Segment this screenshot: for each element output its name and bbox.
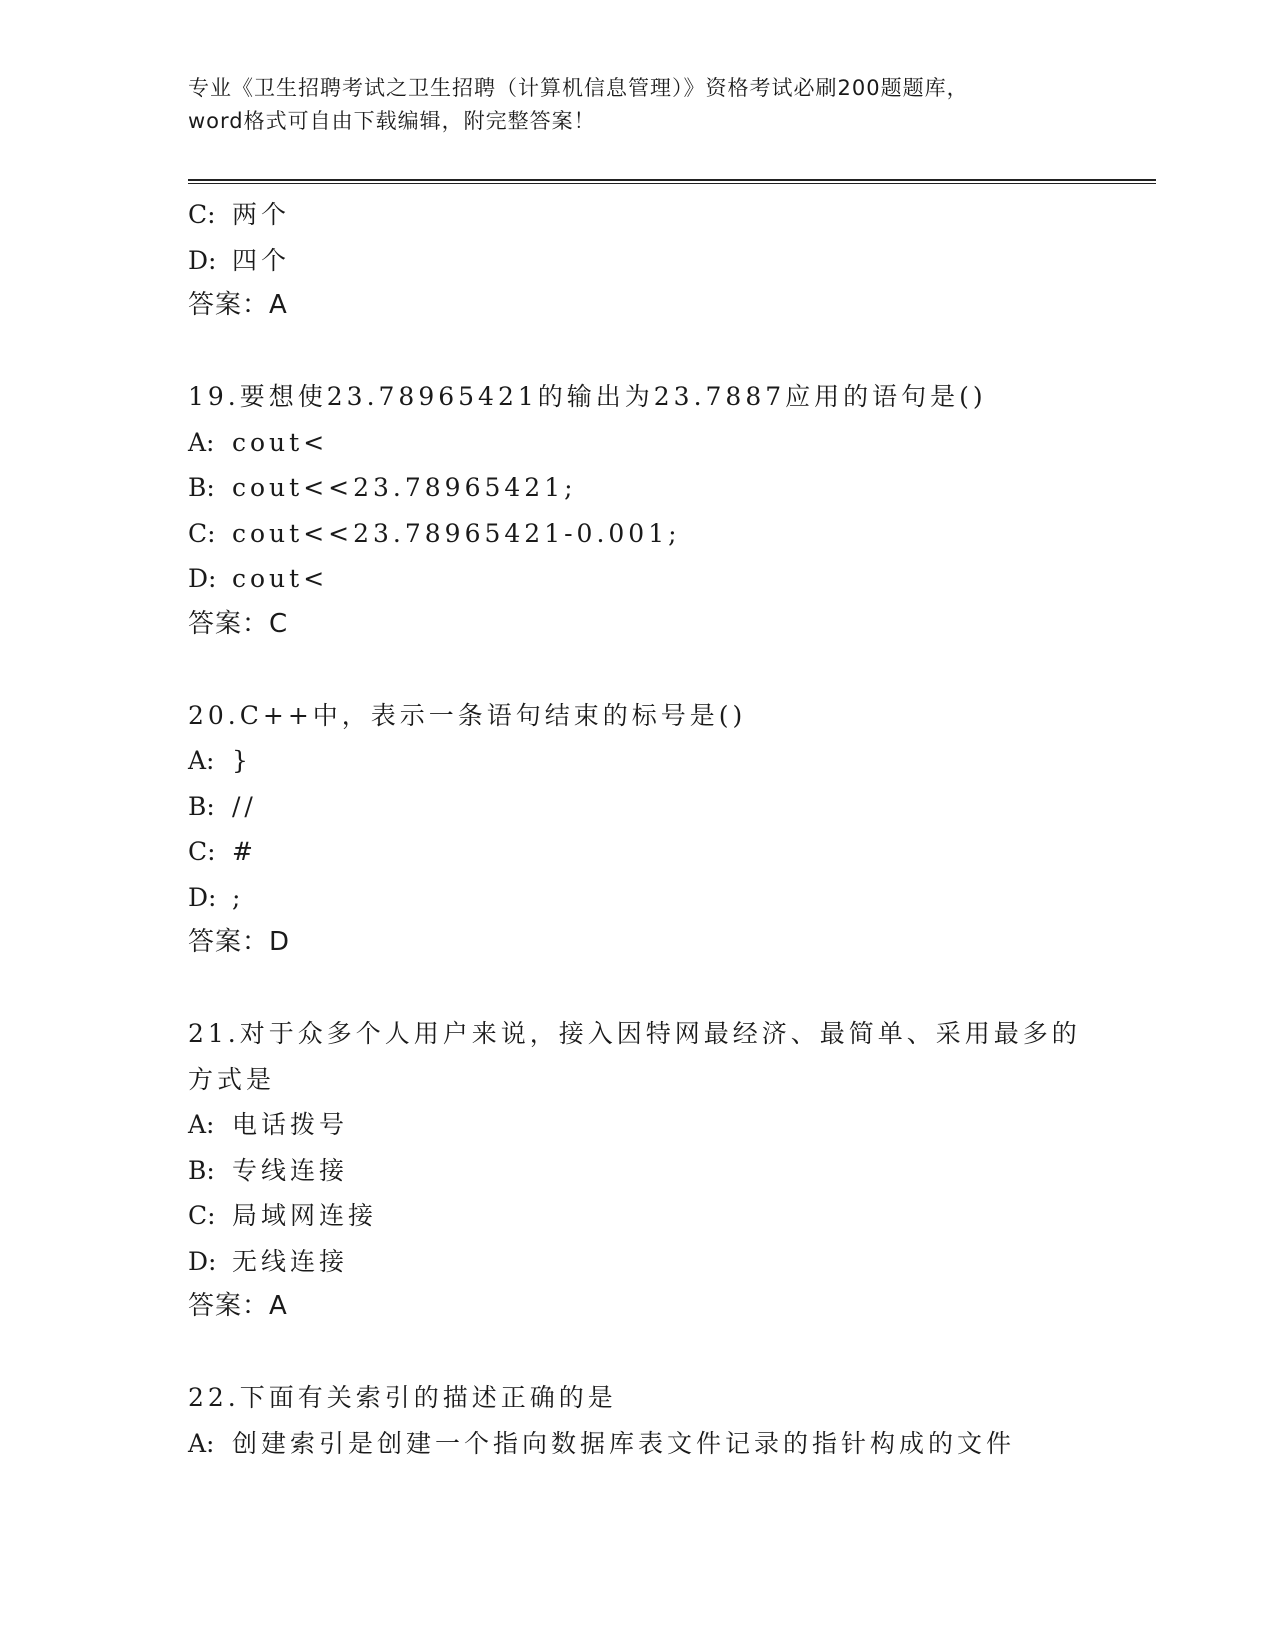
option-line — [188, 1102, 1088, 1148]
question-list — [188, 192, 1088, 1466]
option-text: 两个 — [232, 200, 291, 229]
header-subtitle-line: word格式可自由下载编辑，附完整答案！ — [188, 109, 596, 133]
option-line — [188, 511, 1088, 557]
option-text: 局域网连接 — [232, 1201, 378, 1230]
spacer — [188, 647, 1088, 693]
option-label: A: — [188, 1110, 215, 1139]
option-line — [188, 738, 1088, 784]
option-text: cout<<23.78965421; — [232, 473, 577, 502]
spacer — [188, 1330, 1088, 1376]
option-line — [188, 875, 1088, 921]
option-line — [188, 556, 1088, 602]
option-label: D: — [188, 245, 217, 275]
option-line — [188, 784, 1088, 830]
option-label: B: — [188, 791, 215, 821]
header-divider-thin — [188, 183, 1156, 184]
option-text: // — [232, 791, 257, 821]
option-label: C: — [188, 200, 216, 229]
option-line — [188, 465, 1088, 511]
question-stem-continued: 方式是 — [188, 1064, 276, 1094]
spacer — [188, 329, 1088, 375]
option-text: cout< — [232, 427, 329, 457]
answer-line: 答案：A — [188, 290, 288, 320]
option-line — [188, 1193, 1088, 1239]
header-title-line: 专业《卫生招聘考试之卫生招聘（计算机信息管理）》资格考试必刷200题题库， — [188, 76, 969, 100]
question-stem: 21.对于众多个人用户来说，接入因特网最经济、最简单、采用最多的 — [188, 1019, 1081, 1048]
option-text: 无线连接 — [232, 1246, 349, 1276]
question-stem: 20.C++中，表示一条语句结束的标号是() — [188, 700, 747, 730]
spacer — [188, 966, 1088, 1012]
option-text: cout<<23.78965421-0.001; — [232, 518, 681, 548]
option-text: 电话拨号 — [232, 1110, 349, 1139]
option-text: ; — [232, 882, 245, 912]
document-header — [188, 72, 1088, 138]
option-text: cout< — [232, 564, 329, 593]
option-text: 创建索引是创建一个指向数据库表文件记录的指针构成的文件 — [232, 1428, 1016, 1458]
option-label: B: — [188, 1155, 215, 1185]
option-label: A: — [188, 746, 215, 775]
option-label: B: — [188, 473, 215, 502]
option-label: D: — [188, 564, 217, 593]
answer-line: 答案：C — [188, 608, 289, 639]
option-label: D: — [188, 882, 217, 912]
option-line — [188, 420, 1088, 466]
option-label: C: — [188, 837, 216, 866]
option-line — [188, 829, 1088, 875]
option-line — [188, 1421, 1088, 1467]
option-text: 四个 — [232, 245, 291, 275]
option-line — [188, 238, 1088, 284]
option-text: } — [232, 746, 252, 775]
option-text: 专线连接 — [232, 1155, 349, 1185]
option-label: C: — [188, 518, 216, 548]
option-label: D: — [188, 1246, 217, 1276]
question-stem: 22.下面有关索引的描述正确的是 — [188, 1383, 617, 1412]
answer-line: 答案：D — [188, 927, 291, 957]
option-label: A: — [188, 427, 215, 457]
option-label: A: — [188, 1428, 215, 1458]
option-line — [188, 1239, 1088, 1285]
answer-line: 答案：A — [188, 1291, 288, 1321]
header-divider — [188, 179, 1156, 181]
option-line — [188, 192, 1088, 238]
option-line — [188, 1148, 1088, 1194]
option-label: C: — [188, 1201, 216, 1230]
question-stem: 19.要想使23.78965421的输出为23.7887应用的语句是() — [188, 382, 987, 411]
option-text: # — [232, 837, 257, 866]
